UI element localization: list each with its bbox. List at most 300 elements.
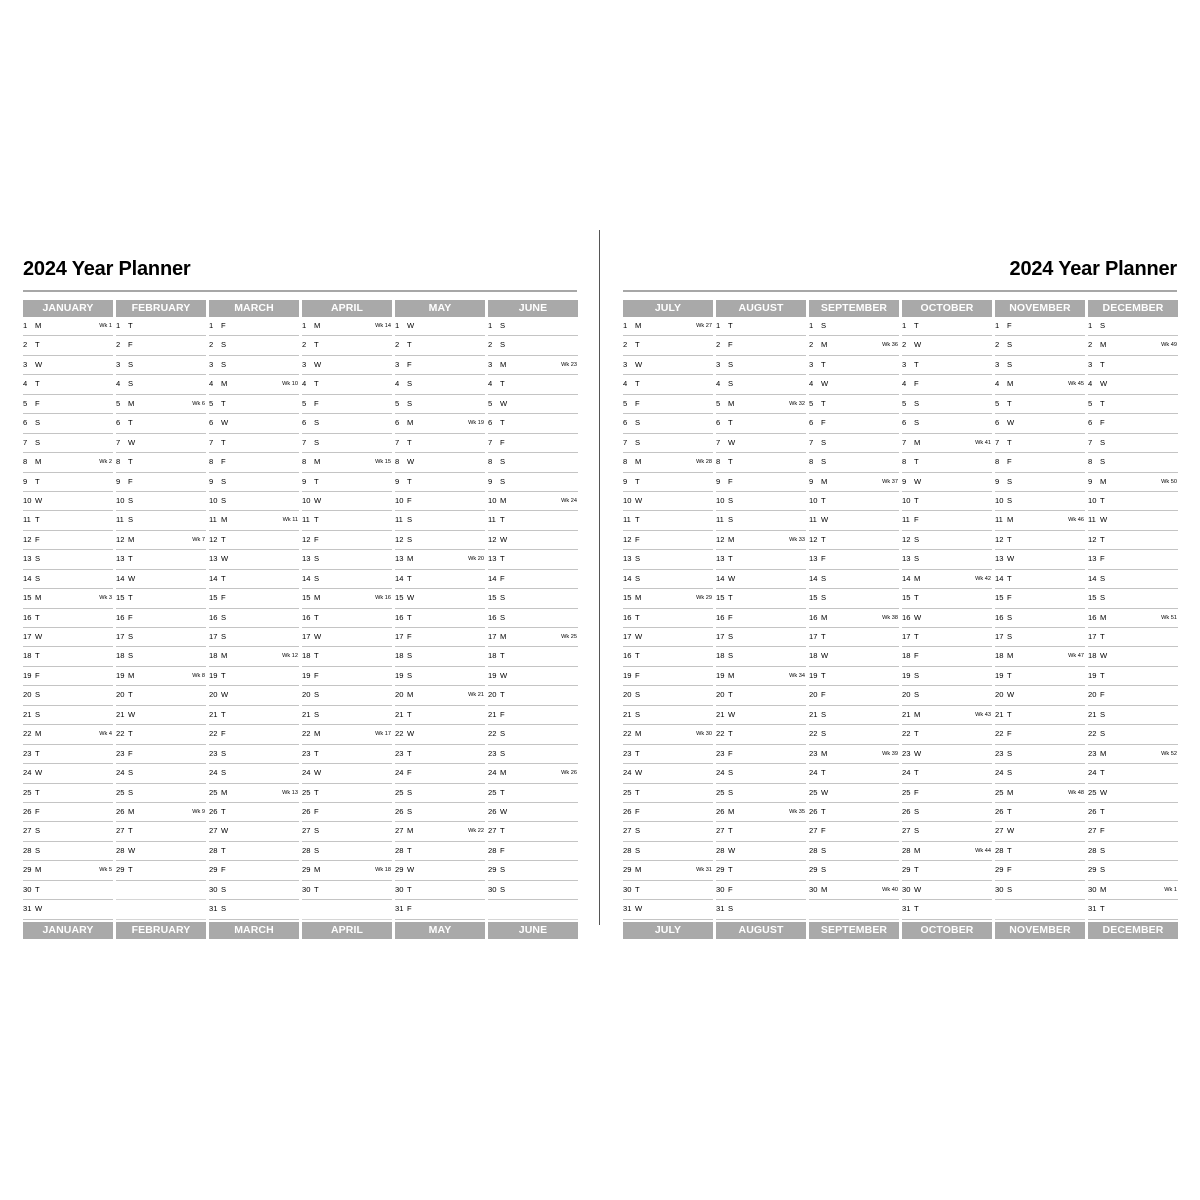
day-row [716,414,806,433]
day-row [623,842,713,861]
day-number: 13 [716,554,725,564]
week-number: Wk 8 [192,672,205,679]
weekday-letter: T [821,632,826,641]
day-row [902,784,992,803]
day-number: 3 [1088,359,1093,369]
day-row [623,453,713,472]
day-number: 25 [395,787,404,797]
weekday-letter: F [1007,865,1012,875]
weekday-letter: F [728,612,733,622]
weekday-letter: S [128,787,134,797]
day-number: 1 [23,321,28,330]
day-number: 6 [116,418,121,428]
day-row [23,900,113,919]
day-row [488,803,578,822]
day-number: 6 [1088,418,1093,428]
weekday-letter: F [1100,418,1105,428]
day-row [302,356,392,375]
day-number: 7 [395,437,400,447]
weekday-letter: T [821,806,826,816]
weekday-letter: F [1100,554,1105,564]
day-row [116,336,206,355]
day-number: 14 [209,573,218,583]
day-row [302,745,392,764]
weekday-letter: T [500,515,505,525]
day-row [1088,531,1178,550]
day-row [1088,784,1178,803]
weekday-letter: T [1007,398,1012,408]
day-number: 29 [395,865,404,875]
day-row [902,356,992,375]
day-number: 3 [809,359,814,369]
weekday-letter: M [728,806,735,816]
day-row [209,764,299,783]
day-number: 21 [302,709,311,719]
day-row [623,803,713,822]
day-number: 21 [395,709,404,719]
weekday-letter: T [35,612,40,622]
day-number: 21 [716,709,725,719]
day-row [302,589,392,608]
weekday-letter: M [1100,748,1107,758]
weekday-letter: T [821,398,826,408]
weekday-letter: S [635,826,641,836]
day-row [623,336,713,355]
weekday-letter: T [128,321,133,330]
weekday-letter: W [35,632,43,641]
month-header: JULY [623,300,713,317]
week-number: Wk 1 [99,323,112,329]
day-row [23,473,113,492]
weekday-letter: S [1007,476,1013,486]
day-row [302,822,392,841]
day-row [23,356,113,375]
day-row [488,375,578,394]
day-number: 28 [488,845,497,855]
day-number: 15 [116,593,125,603]
weekday-letter: F [821,554,826,564]
day-row [716,861,806,880]
weekday-letter: W [914,340,922,350]
day-list [1088,317,1178,920]
day-number: 23 [716,748,725,758]
day-row [488,822,578,841]
weekday-letter: W [728,845,736,855]
weekday-letter: S [914,398,920,408]
day-row [116,473,206,492]
month-header: OCTOBER [902,300,992,317]
weekday-letter: S [914,418,920,428]
weekday-letter: T [1007,437,1012,447]
day-row [395,647,485,666]
weekday-letter: W [407,729,415,739]
day-row [902,531,992,550]
weekday-letter: S [914,690,920,700]
day-row [116,803,206,822]
day-number: 1 [116,321,121,330]
weekday-letter: S [635,554,641,564]
day-number: 16 [902,612,911,622]
day-number: 23 [302,748,311,758]
day-number: 6 [716,418,721,428]
weekday-letter: S [821,593,827,603]
day-number: 5 [623,398,628,408]
day-row [995,414,1085,433]
day-row [995,881,1085,900]
day-row [23,764,113,783]
day-row [809,336,899,355]
month-footer: JULY [623,922,713,939]
weekday-letter: S [407,379,413,389]
weekday-letter: M [314,593,321,603]
day-row [995,434,1085,453]
day-row [488,784,578,803]
week-number: Wk 20 [468,556,484,563]
day-number: 23 [116,748,125,758]
weekday-letter: T [728,865,733,875]
weekday-letter: T [35,748,40,758]
day-row [209,609,299,628]
weekday-letter: W [821,787,829,797]
day-number: 1 [302,321,307,330]
weekday-letter: F [407,632,412,641]
day-row [716,395,806,414]
day-row [209,531,299,550]
day-row [23,570,113,589]
day-number: 25 [116,787,125,797]
weekday-letter: S [221,748,227,758]
day-row [716,881,806,900]
day-row [809,473,899,492]
day-number: 19 [995,670,1004,680]
weekday-letter: S [728,379,734,389]
weekday-letter: F [821,418,826,428]
day-row [995,473,1085,492]
weekday-letter: W [500,670,508,680]
day-number: 22 [488,729,497,739]
week-number: Wk 28 [696,459,712,466]
weekday-letter: M [35,865,42,875]
day-number: 6 [623,418,628,428]
day-number: 1 [902,321,907,330]
day-row [23,395,113,414]
day-row [209,842,299,861]
day-row [1088,647,1178,666]
day-row [116,647,206,666]
weekday-letter: S [314,418,320,428]
day-row [716,764,806,783]
day-row [395,706,485,725]
month-header: JUNE [488,300,578,317]
weekday-letter: S [1100,457,1106,467]
day-number: 25 [809,787,818,797]
weekday-letter: T [914,904,919,914]
day-row [1088,803,1178,822]
day-row [116,861,206,880]
day-number: 25 [995,787,1004,797]
day-number: 7 [623,437,628,447]
day-row [488,414,578,433]
day-row [23,822,113,841]
weekday-letter: M [221,787,228,797]
day-number: 1 [716,321,721,330]
weekday-letter: F [221,457,226,467]
day-number: 5 [716,398,721,408]
weekday-letter: F [635,398,640,408]
day-number: 16 [209,612,218,622]
day-row [116,900,206,919]
day-row [623,881,713,900]
month-header: SEPTEMBER [809,300,899,317]
day-row [809,706,899,725]
day-number: 18 [809,651,818,661]
day-row [809,395,899,414]
day-row [716,822,806,841]
week-number: Wk 24 [561,497,577,504]
day-row [902,822,992,841]
day-number: 5 [116,398,121,408]
day-number: 22 [995,729,1004,739]
day-row [716,511,806,530]
day-row [902,414,992,433]
day-row [209,881,299,900]
day-row [809,317,899,336]
weekday-letter: M [407,554,414,564]
day-number: 9 [716,476,721,486]
day-number: 3 [116,359,121,369]
day-row [302,706,392,725]
day-row [23,803,113,822]
day-number: 4 [995,379,1000,389]
day-row [995,764,1085,783]
day-row [116,745,206,764]
day-number: 25 [902,787,911,797]
weekday-letter: F [35,398,40,408]
day-number: 27 [116,826,125,836]
weekday-letter: W [1007,554,1015,564]
day-number: 18 [116,651,125,661]
day-number: 19 [623,670,632,680]
day-row [116,453,206,472]
weekday-letter: M [35,321,42,330]
weekday-letter: F [728,340,733,350]
week-number: Wk 38 [882,614,898,621]
day-number: 11 [623,515,631,525]
weekday-letter: W [635,632,643,641]
day-row [209,356,299,375]
day-number: 14 [488,573,497,583]
day-row [716,570,806,589]
day-number: 11 [488,515,496,525]
day-number: 24 [209,768,218,778]
day-number: 24 [395,768,404,778]
day-row [302,570,392,589]
day-number: 7 [116,437,121,447]
weekday-letter: T [914,729,919,739]
day-row [302,628,392,647]
day-number: 8 [116,457,121,467]
day-row [809,628,899,647]
weekday-letter: T [314,651,319,661]
weekday-letter: M [821,748,828,758]
day-row [488,356,578,375]
day-row [809,647,899,666]
day-row [716,667,806,686]
day-row [902,803,992,822]
weekday-letter: W [407,457,415,467]
day-number: 12 [995,534,1004,544]
day-number: 17 [488,632,497,641]
day-row [716,900,806,919]
day-number: 20 [1088,690,1097,700]
weekday-letter: S [35,437,41,447]
week-number: Wk 4 [99,731,112,738]
day-row [809,861,899,880]
weekday-letter: T [728,690,733,700]
day-number: 7 [1088,437,1093,447]
day-number: 30 [209,884,218,894]
day-row [23,453,113,472]
weekday-letter: M [314,865,321,875]
day-row [902,473,992,492]
weekday-letter: S [314,709,320,719]
weekday-letter: M [914,573,921,583]
day-number: 22 [902,729,911,739]
day-row [302,784,392,803]
weekday-letter: T [314,748,319,758]
weekday-letter: F [728,748,733,758]
day-row [1088,725,1178,744]
day-row [809,531,899,550]
day-number: 10 [1088,495,1097,505]
day-number: 4 [23,379,28,389]
day-number: 28 [902,845,911,855]
weekday-letter: M [35,729,42,739]
month-footer: JUNE [488,922,578,939]
day-number: 29 [1088,865,1097,875]
day-row [1088,745,1178,764]
day-number: 16 [116,612,125,622]
day-row [623,647,713,666]
day-row [395,317,485,336]
day-number: 26 [995,806,1004,816]
week-number: Wk 48 [1068,789,1084,796]
day-number: 18 [209,651,218,661]
day-row [488,647,578,666]
weekday-letter: W [407,321,415,330]
day-row [302,434,392,453]
weekday-letter: S [1007,359,1013,369]
weekday-letter: T [500,418,505,428]
day-number: 18 [902,651,911,661]
day-row [1088,667,1178,686]
day-number: 10 [116,495,125,505]
weekday-letter: S [500,593,506,603]
day-row [995,706,1085,725]
day-number: 2 [23,340,28,350]
day-row [902,550,992,569]
day-number: 19 [809,670,818,680]
weekday-letter: T [407,612,412,622]
day-row [488,686,578,705]
day-list [716,317,806,920]
weekday-letter: S [314,573,320,583]
day-number: 27 [1088,826,1097,836]
day-number: 29 [623,865,632,875]
weekday-letter: M [221,379,228,389]
day-row [809,725,899,744]
day-row [488,336,578,355]
day-row [623,434,713,453]
day-row [995,356,1085,375]
day-row [209,317,299,336]
day-row [809,356,899,375]
day-row [488,453,578,472]
week-number: Wk 37 [882,478,898,485]
week-number: Wk 30 [696,731,712,738]
weekday-letter: M [500,495,507,505]
day-number: 12 [488,534,497,544]
weekday-letter: W [914,476,922,486]
day-number: 14 [623,573,632,583]
day-row [1088,881,1178,900]
day-number: 3 [302,359,307,369]
weekday-letter: T [314,787,319,797]
day-number: 12 [716,534,725,544]
day-number: 19 [209,670,218,680]
day-row [488,434,578,453]
day-number: 23 [488,748,497,758]
title-rule [23,290,577,292]
weekday-letter: F [1007,321,1012,330]
day-number: 8 [995,457,1000,467]
day-number: 1 [1088,321,1093,330]
week-number: Wk 3 [99,595,112,602]
weekday-letter: S [1007,495,1013,505]
weekday-letter: S [221,359,227,369]
weekday-letter: F [221,865,226,875]
weekday-letter: S [821,457,827,467]
weekday-letter: S [728,904,734,914]
day-number: 6 [395,418,400,428]
day-number: 29 [116,865,125,875]
week-number: Wk 5 [99,867,112,874]
day-list [23,317,113,920]
day-number: 19 [23,670,32,680]
weekday-letter: W [314,359,322,369]
day-row [23,317,113,336]
day-number: 1 [395,321,400,330]
day-row [1088,900,1178,919]
day-number: 21 [902,709,911,719]
weekday-letter: M [221,651,228,661]
day-row [116,881,206,900]
day-row [623,473,713,492]
weekday-letter: T [635,748,640,758]
day-row [488,842,578,861]
day-row [1088,706,1178,725]
day-row [395,375,485,394]
weekday-letter: W [221,418,229,428]
day-row [116,764,206,783]
weekday-letter: M [1007,787,1014,797]
weekday-letter: M [635,321,642,330]
day-number: 18 [716,651,725,661]
weekday-letter: S [314,826,320,836]
weekday-letter: T [1100,632,1105,641]
weekday-letter: F [1007,593,1012,603]
day-number: 30 [1088,884,1097,894]
